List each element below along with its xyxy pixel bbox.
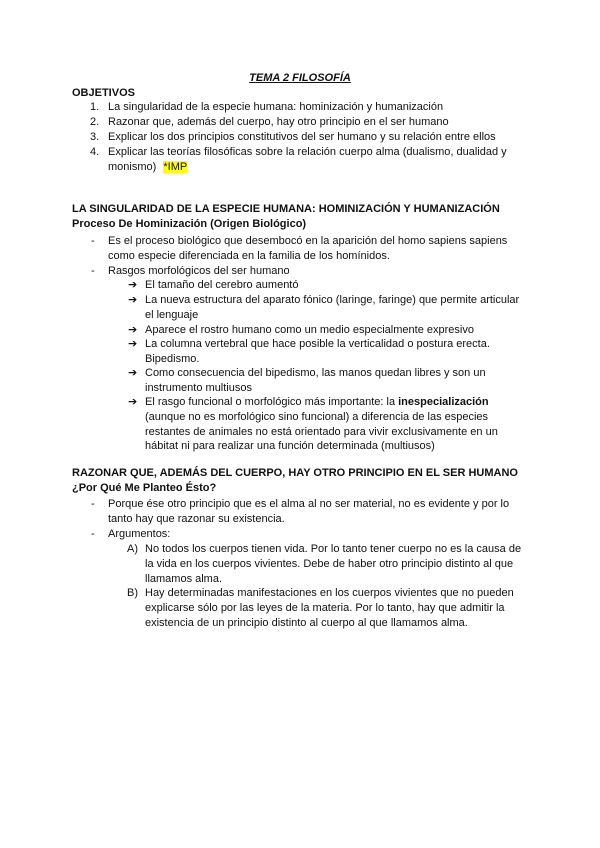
argument-text: existencia de un principio distinto al cuerpo al que llamamos alma. — [145, 617, 468, 629]
arrow-item-text: hábitat ni para realizar una función determinada (multiusos) — [145, 440, 435, 452]
arrow-item-text: Como consecuencia del bipedismo, las manos quedan libres y son un — [145, 367, 486, 379]
argument-text: llamamos alma. — [145, 573, 223, 585]
arrow-item-text: El rasgo funcional o morfológico más importante: la — [145, 396, 399, 408]
objective-text: Razonar que, además del cuerpo, hay otro principio en el ser humano — [108, 116, 449, 128]
objective-number: 3. — [90, 131, 100, 143]
arrow-item-text: (aunque no es morfológico sino funcional) a diferencia de las especies — [145, 411, 489, 423]
bullet-dash: - — [91, 235, 95, 247]
arrow-icon: ➔ — [128, 367, 138, 379]
argument-label: B) — [127, 587, 138, 599]
arrow-item-text: instrumento multiusos — [145, 382, 252, 394]
objective-number: 2. — [90, 116, 100, 128]
arrow-item-text: El tamaño del cerebro aumentó — [145, 279, 299, 291]
important-highlight: *IMP — [163, 161, 188, 173]
objective-number: 1. — [90, 101, 100, 113]
arrow-item-text: La columna vertebral que hace posible la verticalidad o postura erecta. — [145, 338, 490, 350]
argument-text: la vida en los cuerpos vivientes. Debe de haber otro principio distinto al que — [145, 558, 514, 570]
objective-text: Explicar las teorías filosóficas sobre la relación cuerpo alma (dualismo, dualidad y — [108, 146, 507, 158]
section-subheading: ¿Por Qué Me Planteo Ésto? — [72, 482, 217, 494]
arrow-item-text: restantes de animales no está orientado para vivir exclusivamente en un — [145, 426, 498, 438]
arrow-icon: ➔ — [128, 338, 138, 350]
arrow-item-text-line — [145, 395, 489, 410]
page-title: TEMA 2 FILOSOFÍA — [249, 72, 351, 84]
arrow-item-text: el lenguaje — [145, 309, 199, 321]
arrow-icon: ➔ — [128, 324, 138, 336]
bullet-text: tanto hay que razonar su existencia. — [108, 513, 285, 525]
objective-text: La singularidad de la especie humana: hominización y humanización — [108, 101, 444, 113]
bullet-dash: - — [91, 265, 95, 277]
argument-text: explicarse sólo por las leyes de la materia. Por lo tanto, hay que admitir la — [145, 602, 505, 614]
arrow-icon: ➔ — [128, 396, 138, 408]
bullet-text: Rasgos morfológicos del ser humano — [108, 265, 290, 277]
bullet-text: Es el proceso biológico que desembocó en la aparición del homo sapiens sapiens — [108, 235, 508, 247]
section-subheading: Proceso De Hominización (Origen Biológico) — [72, 218, 307, 230]
arrow-icon: ➔ — [128, 294, 138, 306]
bullet-dash: - — [91, 528, 95, 540]
arrow-item-text: Bipedismo. — [145, 353, 200, 365]
objective-text: monismo) — [108, 161, 157, 173]
objective-text-line — [108, 160, 187, 175]
bullet-text: Argumentos: — [108, 528, 171, 540]
objective-number: 4. — [90, 146, 100, 158]
objectives-heading: OBJETIVOS — [72, 87, 135, 99]
section-heading: LA SINGULARIDAD DE LA ESPECIE HUMANA: HOMINIZACIÓN Y HUMANIZACIÓN — [72, 203, 500, 215]
key-term: inespecialización — [398, 396, 489, 408]
argument-text: Hay determinadas manifestaciones en los cuerpos vivientes que no pueden — [145, 587, 514, 599]
bullet-text: como especie diferenciada en la familia de los homínidos. — [108, 250, 390, 262]
arrow-item-text: La nueva estructura del aparato fónico (laringe, faringe) que permite articular — [145, 294, 520, 306]
arrow-icon: ➔ — [128, 279, 138, 291]
bullet-dash: - — [91, 498, 95, 510]
section-heading: RAZONAR QUE, ADEMÁS DEL CUERPO, HAY OTRO PRINCIPIO EN EL SER HUMANO — [72, 467, 518, 479]
arrow-item-text: Aparece el rostro humano como un medio especialmente expresivo — [145, 324, 474, 336]
bullet-text: Porque ése otro principio que es el alma al no ser material, no es evidente y por lo — [108, 498, 510, 510]
argument-text: No todos los cuerpos tienen vida. Por lo tanto tener cuerpo no es la causa de — [145, 543, 522, 555]
argument-label: A) — [127, 543, 138, 555]
objective-text: Explicar los dos principios constitutivos del ser humano y su relación entre ellos — [108, 131, 496, 143]
